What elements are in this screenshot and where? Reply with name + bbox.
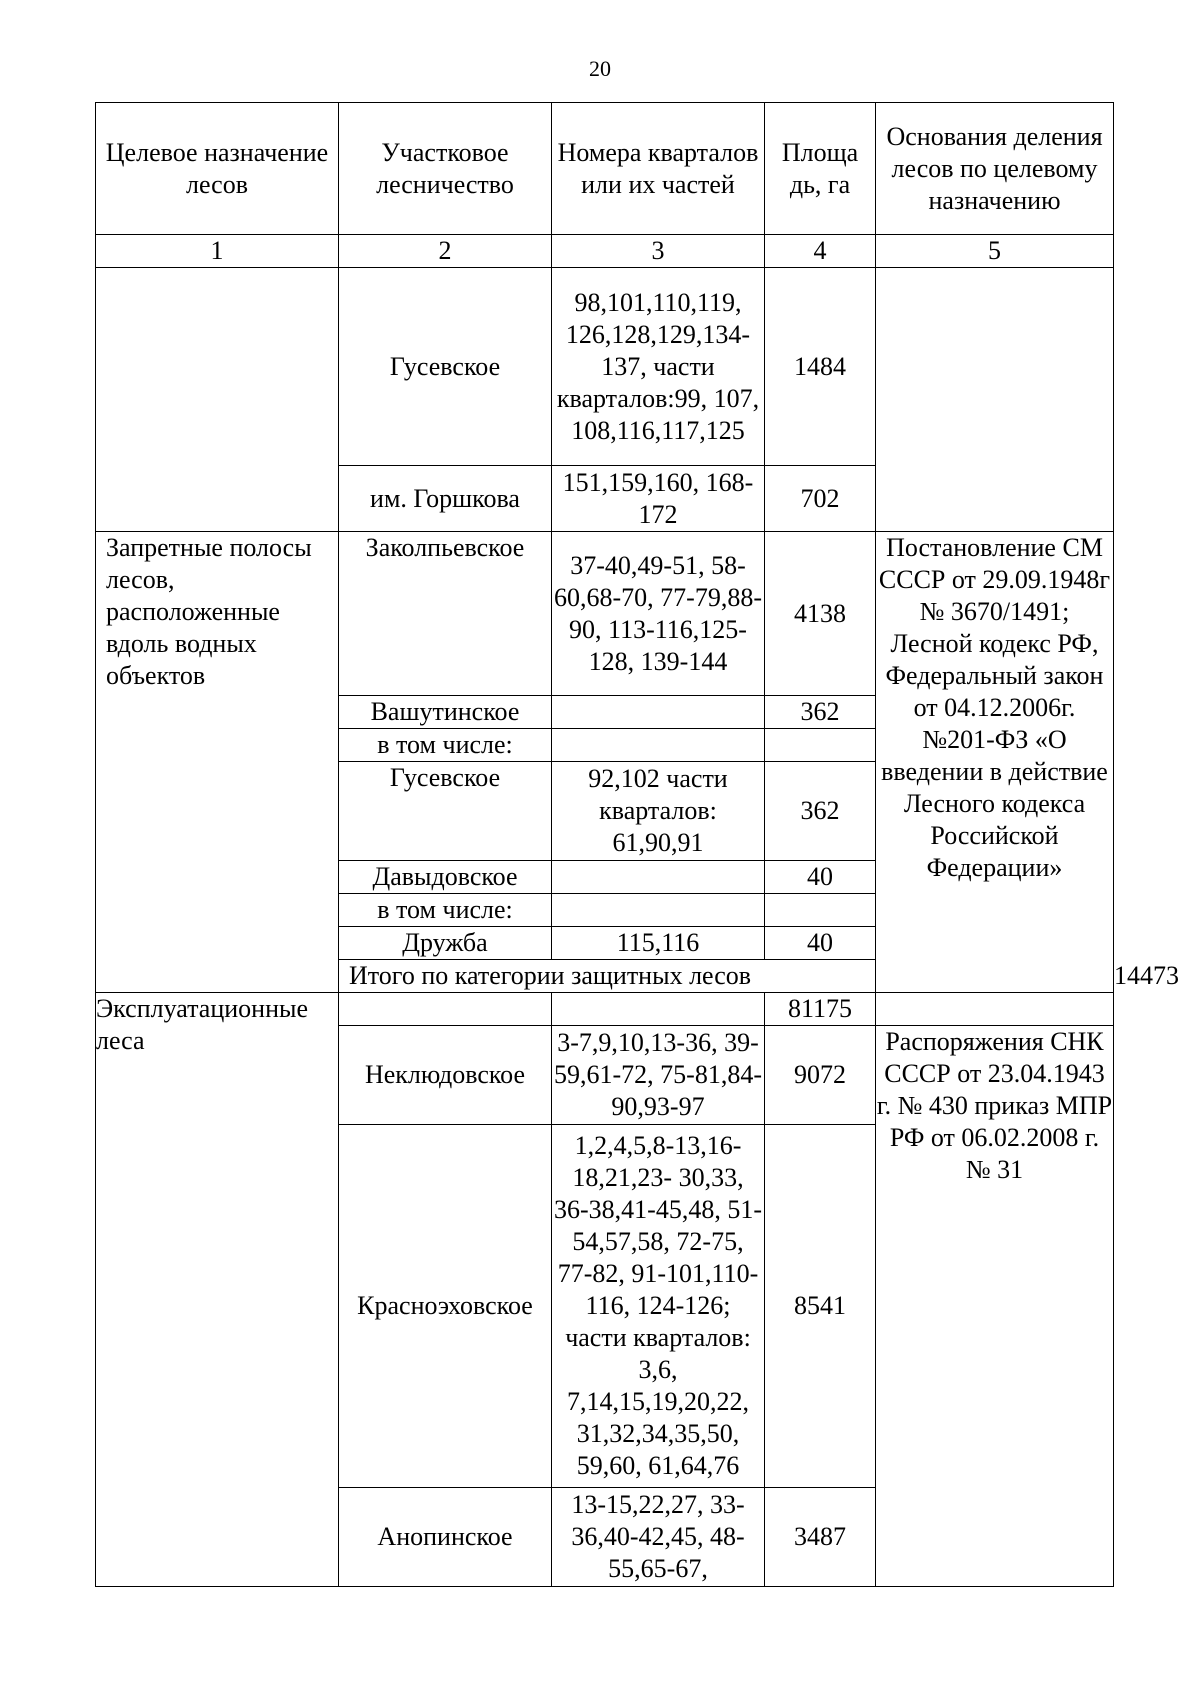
- forestry-cell: Заколпьевское: [339, 532, 552, 696]
- column-number: 2: [339, 235, 552, 268]
- quarters-cell: [552, 894, 765, 927]
- basis-cell: Постановление СМ СССР от 29.09.1948г № 3670/1491; Лесной кодекс РФ, Федеральный закон от 04.12.2006г. №201-ФЗ «О введении в действие Лесного кодекса Российской Федерации»: [876, 532, 1114, 993]
- column-number-row: [96, 235, 1114, 268]
- table-row: [96, 993, 1114, 1026]
- quarters-cell: [552, 696, 765, 729]
- forestry-cell: Красноэховское: [339, 1125, 552, 1488]
- header-purpose: Целевое назначение лесов: [96, 103, 339, 235]
- area-cell: [765, 729, 876, 762]
- quarters-cell: 151,159,160, 168-172: [552, 466, 765, 532]
- header-row: [96, 103, 1114, 235]
- total-label: Итого по категории защитных лесов: [339, 960, 876, 993]
- area-cell: 40: [765, 927, 876, 960]
- quarters-cell: 92,102 части кварталов: 61,90,91: [552, 762, 765, 861]
- quarters-cell: [552, 861, 765, 894]
- purpose-cell: Запретные полосы лесов, расположенные вдоль водных объектов: [96, 532, 339, 993]
- area-cell: 362: [765, 762, 876, 861]
- area-cell: 40: [765, 861, 876, 894]
- forestry-cell: Анопинское: [339, 1488, 552, 1587]
- forestry-cell: Неклюдовское: [339, 1026, 552, 1125]
- forestry-cell: в том числе:: [339, 729, 552, 762]
- basis-cell-empty: [876, 268, 1114, 532]
- column-number: 5: [876, 235, 1114, 268]
- forestry-cell: Гусевское: [339, 268, 552, 466]
- quarters-cell: 115,116: [552, 927, 765, 960]
- area-cell: 1484: [765, 268, 876, 466]
- area-cell: 362: [765, 696, 876, 729]
- basis-cell: Распоряжения СНК СССР от 23.04.1943 г. № 430 приказ МПР РФ от 06.02.2008 г. № 31: [876, 1026, 1114, 1587]
- area-cell: [765, 894, 876, 927]
- forestry-cell: Вашутинское: [339, 696, 552, 729]
- quarters-cell: 37-40,49-51, 58-60,68-70, 77-79,88-90, 113-116,125-128, 139-144: [552, 532, 765, 696]
- table-row: [96, 268, 1114, 466]
- column-number: 1: [96, 235, 339, 268]
- purpose-cell-empty: [96, 268, 339, 532]
- area-cell: 81175: [765, 993, 876, 1026]
- basis-cell-empty: [876, 993, 1114, 1026]
- area-cell: 702: [765, 466, 876, 532]
- forestry-cell: в том числе:: [339, 894, 552, 927]
- quarters-cell: 1,2,4,5,8-13,16-18,21,23- 30,33, 36-38,41-45,48, 51- 54,57,58, 72-75, 77-82, 91-101,110-116, 124-126; части кварталов: 3,6, 7,14,15,19,20,22, 31,32,34,35,50, 59,60, 61,64,76: [552, 1125, 765, 1488]
- forestry-cell: им. Горшкова: [339, 466, 552, 532]
- purpose-cell: Эксплуатационные леса: [96, 993, 339, 1587]
- forestry-cell: Давыдовское: [339, 861, 552, 894]
- area-cell: 3487: [765, 1488, 876, 1587]
- quarters-cell: 3-7,9,10,13-36, 39-59,61-72, 75-81,84-90,93-97: [552, 1026, 765, 1125]
- area-cell: 4138: [765, 532, 876, 696]
- quarters-cell: [552, 729, 765, 762]
- forestry-cell-empty: [339, 993, 552, 1026]
- forestry-cell: Гусевское: [339, 762, 552, 861]
- page-number: 20: [589, 56, 611, 81]
- quarters-cell-empty: [552, 993, 765, 1026]
- column-number: 3: [552, 235, 765, 268]
- forestry-cell: Дружба: [339, 927, 552, 960]
- header-forestry: Участковое лесничество: [339, 103, 552, 235]
- area-cell: 9072: [765, 1026, 876, 1125]
- column-number: 4: [765, 235, 876, 268]
- total-row: Итого по категории защитных лесов 14473: [96, 960, 1114, 993]
- quarters-cell: 13-15,22,27, 33-36,40-42,45, 48-55,65-67,: [552, 1488, 765, 1587]
- table-row: [96, 532, 1114, 696]
- area-cell: 8541: [765, 1125, 876, 1488]
- header-area: Площа дь, га: [765, 103, 876, 235]
- header-quarters: Номера кварталов или их частей: [552, 103, 765, 235]
- quarters-cell: 98,101,110,119, 126,128,129,134-137, части кварталов:99, 107, 108,116,117,125: [552, 268, 765, 466]
- forest-purpose-table: [95, 102, 1179, 1587]
- header-basis: Основания деления лесов по целевому назначению: [876, 103, 1114, 235]
